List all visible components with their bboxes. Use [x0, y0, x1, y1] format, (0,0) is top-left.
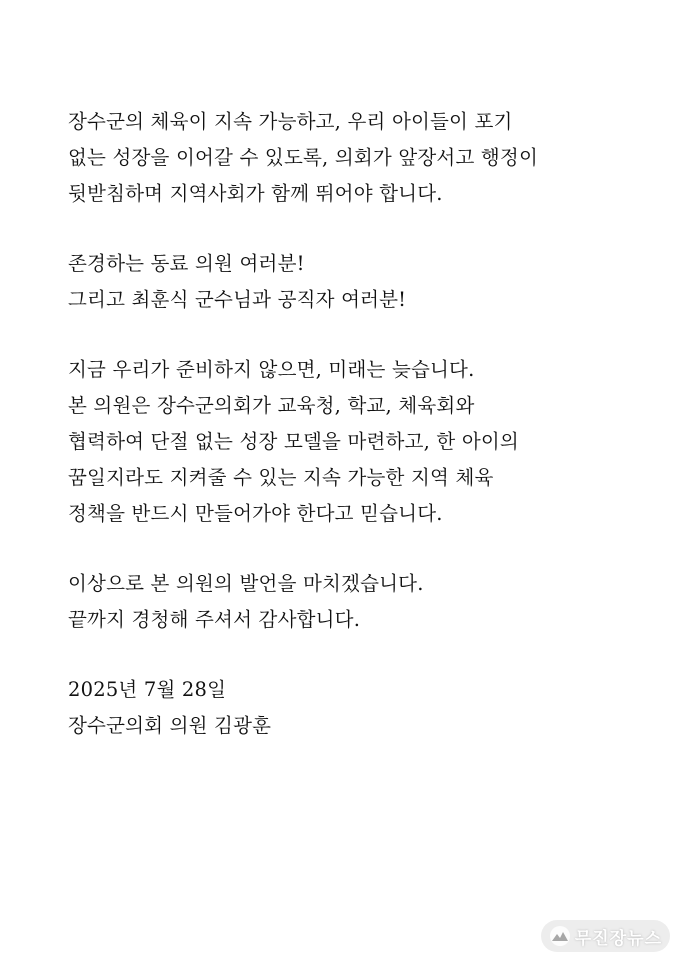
text-line: 지금 우리가 준비하지 않으면, 미래는 늦습니다. — [68, 358, 475, 381]
paragraph-closing-appeal — [68, 104, 628, 212]
signature-date: 2025년 7월 28일 — [68, 678, 227, 701]
news-watermark — [541, 920, 670, 952]
text-line: 그리고 최훈식 군수님과 공직자 여러분! — [68, 288, 407, 311]
signature-name: 장수군의회 의원 김광훈 — [68, 714, 272, 737]
text-line: 협력하여 단절 없는 성장 모델을 마련하고, 한 아이의 — [68, 430, 519, 453]
paragraph-closing — [68, 566, 628, 638]
speech-body — [68, 104, 628, 778]
paragraph-proposal — [68, 352, 628, 532]
text-line: 정책을 반드시 만들어가야 한다고 믿습니다. — [68, 502, 443, 525]
text-line: 이상으로 본 의원의 발언을 마치겠습니다. — [68, 572, 424, 595]
text-line: 뒷받침하며 지역사회가 함께 뛰어야 합니다. — [68, 182, 443, 205]
mountain-logo-icon — [549, 925, 571, 947]
watermark-text: 무진장뉴스 — [574, 928, 662, 949]
text-line: 끝까지 경청해 주셔서 감사합니다. — [68, 608, 361, 631]
paragraph-address — [68, 246, 628, 318]
paragraph-signature — [68, 672, 628, 744]
text-line: 없는 성장을 이어갈 수 있도록, 의회가 앞장서고 행정이 — [68, 146, 539, 169]
text-line: 장수군의 체육이 지속 가능하고, 우리 아이들이 포기 — [68, 110, 513, 133]
text-line: 존경하는 동료 의원 여러분! — [68, 252, 305, 275]
text-line: 본 의원은 장수군의회가 교육청, 학교, 체육회와 — [68, 394, 475, 417]
text-line: 꿈일지라도 지켜줄 수 있는 지속 가능한 지역 체육 — [68, 466, 494, 489]
